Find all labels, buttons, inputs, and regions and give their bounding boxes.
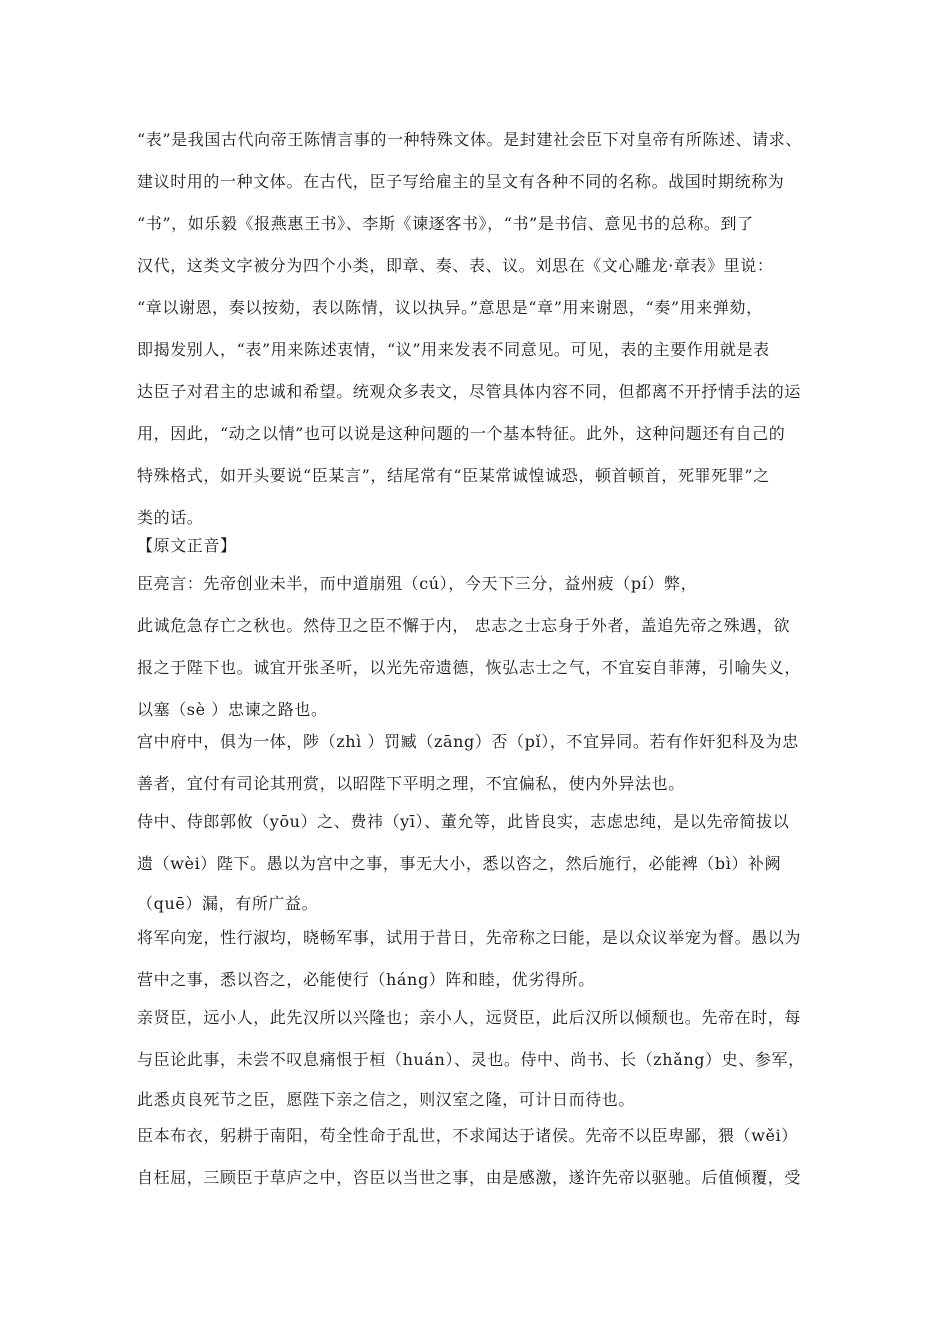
text-line: 亲贤臣，远小人，此先汉所以兴隆也；亲小人，远贤臣，此后汉所以倾颓也。先帝在时，每 (137, 1008, 802, 1027)
text-line: 此悉贞良死节之臣，愿陛下亲之信之，则汉室之隆，可计日而待也。 (137, 1090, 636, 1109)
intro-line: 即揭发别人，“表”用来陈述衷情，“议”用来发表不同意见。可见，表的主要作用就是表 (137, 340, 770, 359)
intro-line: “章以谢恩，奏以按劾，表以陈情，议以执异。”意思是“章”用来谢恩，“奏”用来弹劾， (137, 298, 763, 317)
intro-line: 达臣子对君主的忠诚和希望。统观众多表文，尽管具体内容不同，但都离不开抒情手法的运 (137, 382, 802, 401)
text-line: 此诚危急存亡之秋也。然侍卫之臣不懈于内， 忠志之士忘身于外者，盖追先帝之殊遇，欲 (137, 616, 791, 635)
intro-line: 建议时用的一种文体。在古代，臣子写给雇主的呈文有各种不同的名称。战国时期统称为 (137, 172, 785, 191)
text-line: 将军向宠，性行淑均，晓畅军事，试用于昔日，先帝称之曰能，是以众议举宠为督。愚以为 (137, 928, 802, 947)
intro-line: 特殊格式，如开头要说“臣某言”，结尾常有“臣某常诚惶诚恐，顿首顿首，死罪死罪”之 (137, 466, 770, 485)
text-line: 臣亮言：先帝创业未半，而中道崩殂（cú），今天下三分，益州疲（pí）弊， (137, 574, 698, 593)
text-line: 报之于陛下也。诚宜开张圣听，以光先帝遗德，恢弘志士之气，不宜妄自菲薄，引喻失义， (137, 658, 802, 677)
text-line: 营中之事，悉以咨之，必能使行（háng）阵和睦，优劣得所。 (137, 970, 595, 989)
intro-line: “表”是我国古代向帝王陈情言事的一种特殊文体。是封建社会臣下对皇帝有所陈述、请求、 (137, 130, 802, 149)
intro-line: “书”，如乐毅《报燕惠王书》、李斯《谏逐客书》，“书”是书信、意见书的总称。到了 (137, 214, 754, 233)
intro-line: 用，因此，“动之以情”也可以说是这种问题的一个基本特征。此外，这种问题还有自己的 (137, 424, 786, 443)
text-line: 善者，宜付有司论其刑赏，以昭陛下平明之理，不宜偏私，使内外异法也。 (137, 774, 685, 793)
text-line: 以塞（sè ）忠谏之路也。 (137, 700, 328, 719)
section-heading: 【原文正音】 (137, 536, 237, 555)
text-line: 侍中、侍郎郭攸（yōu）之、费祎（yī）、董允等，此皆良实，志虑忠纯，是以先帝简拔以 (137, 812, 790, 831)
text-line: （quē）漏，有所广益。 (137, 894, 319, 913)
intro-line: 汉代，这类文字被分为四个小类，即章、奏、表、议。刘思在《文心雕龙·章表》里说： (137, 256, 774, 275)
text-line: 自枉屈，三顾臣于草庐之中，咨臣以当世之事，由是感激，遂许先帝以驱驰。后值倾覆，受 (137, 1168, 802, 1187)
text-line: 遗（wèi）陛下。愚以为宫中之事，事无大小，悉以咨之，然后施行，必能裨（bì）补阙 (137, 854, 782, 873)
text-line: 宫中府中，俱为一体，陟（zhì ）罚臧（zāng）否（pǐ），不宜异同。若有作奸犯科及为忠 (137, 732, 799, 751)
text-line: 臣本布衣，躬耕于南阳，苟全性命于乱世，不求闻达于诸侯。先帝不以臣卑鄙，猥（wěi） (137, 1126, 798, 1145)
intro-line: 类的话。 (137, 508, 204, 527)
text-line: 与臣论此事，未尝不叹息痛恨于桓（huán）、灵也。侍中、尚书、长（zhǎng）史、参军， (137, 1050, 805, 1069)
